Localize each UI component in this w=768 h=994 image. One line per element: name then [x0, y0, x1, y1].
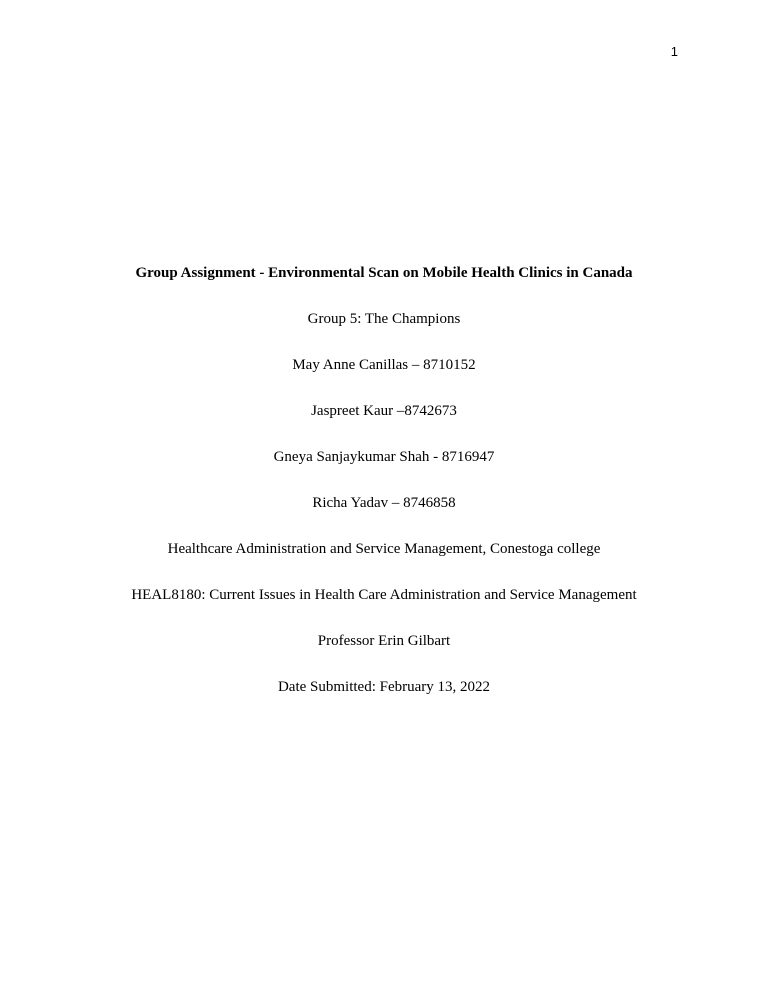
- title-page-block: [0, 266, 768, 726]
- document-title: Group Assignment - Environmental Scan on Mobile Health Clinics in Canada: [135, 265, 633, 281]
- author-line: Gneya Sanjaykumar Shah - 8716947: [273, 449, 495, 465]
- course-name: HEAL8180: Current Issues in Health Care Administration and Service Management: [131, 587, 637, 603]
- program-name: Healthcare Administration and Service Management, Conestoga college: [167, 541, 601, 557]
- author-line: Jaspreet Kaur –8742673: [311, 403, 457, 419]
- instructor-name: Professor Erin Gilbart: [317, 633, 451, 649]
- author-line: Richa Yadav – 8746858: [312, 495, 456, 511]
- page-number: 1: [670, 44, 678, 59]
- date-submitted: Date Submitted: February 13, 2022: [277, 679, 491, 695]
- group-name: Group 5: The Champions: [307, 311, 461, 327]
- author-line: May Anne Canillas – 8710152: [292, 357, 476, 373]
